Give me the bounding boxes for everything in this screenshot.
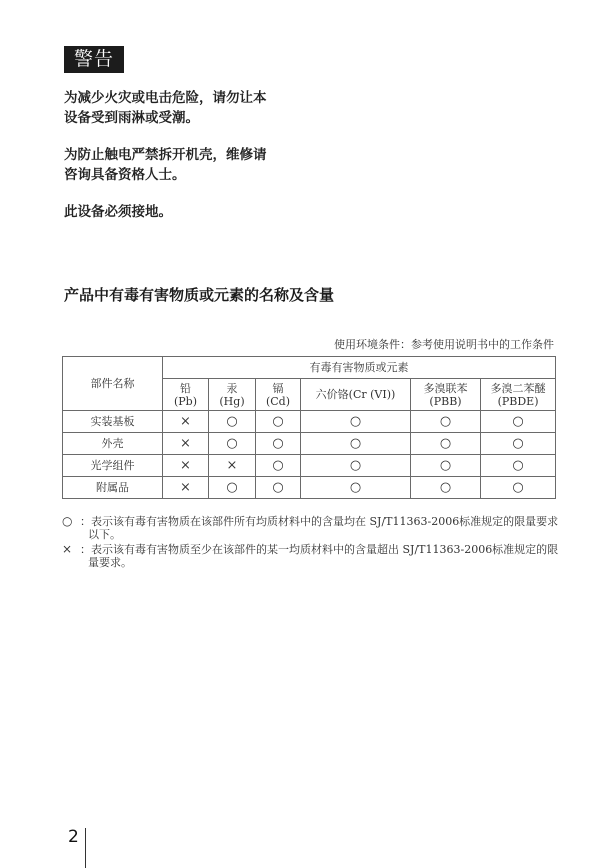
column-header-pbde: 多溴二苯醚 (PBDE): [481, 379, 556, 411]
warning-paragraph-ground: [64, 202, 172, 222]
page-number: 2: [68, 827, 79, 847]
column-header-pb: 铅 (Pb): [163, 379, 209, 411]
column-header-hg: 汞 (Hg): [209, 379, 256, 411]
hazard-section-title: 产品中有毒有害物质或元素的名称及含量: [64, 286, 335, 304]
part-name-cell: 附属品: [63, 477, 163, 499]
value-cell: ×: [209, 455, 256, 477]
warning-paragraph-shock: [64, 145, 267, 185]
table-row: [63, 455, 556, 477]
value-cell: ○: [301, 411, 411, 433]
hazardous-substance-table: [62, 356, 556, 499]
value-cell: ×: [163, 411, 209, 433]
value-cell: ○: [411, 433, 481, 455]
footnote-text: ：表示该有毒有害物质至少在该部件的某一均质材料中的含量超出 SJ/T11363-2006标准规定的限量要求。: [80, 543, 559, 569]
cross-mark-icon: ×: [62, 542, 73, 556]
value-cell: ×: [163, 455, 209, 477]
value-cell: ○: [256, 477, 301, 499]
footnote-text: ：表示该有毒有害物质在该部件所有均质材料中的含量均在 SJ/T11363-2006标准规定的限量要求以下。: [80, 515, 559, 541]
value-cell: ○: [411, 477, 481, 499]
value-cell: ○: [256, 411, 301, 433]
value-cell: ○: [256, 433, 301, 455]
warning-line: 为防止触电严禁拆开机壳，维修请: [64, 147, 267, 163]
value-cell: ○: [209, 411, 256, 433]
value-cell: ○: [301, 477, 411, 499]
warning-paragraph-fire: [64, 88, 267, 128]
part-name-cell: 光学组件: [63, 455, 163, 477]
column-header-cd: 镉 (Cd): [256, 379, 301, 411]
value-cell: ○: [481, 477, 556, 499]
substance-group-header: 有毒有害物质或元素: [163, 357, 556, 379]
warning-line: 为减少火灾或电击危险，请勿让本: [64, 90, 267, 106]
warning-line: 咨询具备资格人士。: [64, 167, 186, 183]
column-header-pbb: 多溴联苯 (PBB): [411, 379, 481, 411]
part-name-cell: 实装基板: [63, 411, 163, 433]
value-cell: ○: [301, 433, 411, 455]
table-row: [63, 411, 556, 433]
column-header-cr6: 六价铬(Cr (VI)): [301, 379, 411, 411]
value-cell: ○: [481, 455, 556, 477]
part-name-header: 部件名称: [63, 357, 163, 411]
footnote-circle: [62, 515, 562, 541]
value-cell: ○: [256, 455, 301, 477]
warning-heading: 警告: [64, 46, 124, 73]
value-cell: ○: [301, 455, 411, 477]
value-cell: ×: [163, 477, 209, 499]
part-name-cell: 外壳: [63, 433, 163, 455]
footnote-cross: [62, 543, 562, 569]
value-cell: ○: [209, 433, 256, 455]
value-cell: ×: [163, 433, 209, 455]
warning-line: 设备受到雨淋或受潮。: [64, 110, 199, 126]
value-cell: ○: [209, 477, 256, 499]
page-margin-rule: [85, 828, 86, 868]
environment-note: 使用环境条件：参考使用说明书中的工作条件: [334, 338, 554, 351]
table-row: [63, 433, 556, 455]
circle-mark-icon: ○: [62, 514, 73, 528]
table-row: [63, 477, 556, 499]
value-cell: ○: [481, 411, 556, 433]
value-cell: ○: [481, 433, 556, 455]
value-cell: ○: [411, 411, 481, 433]
value-cell: ○: [411, 455, 481, 477]
warning-line: 此设备必须接地。: [64, 204, 172, 220]
